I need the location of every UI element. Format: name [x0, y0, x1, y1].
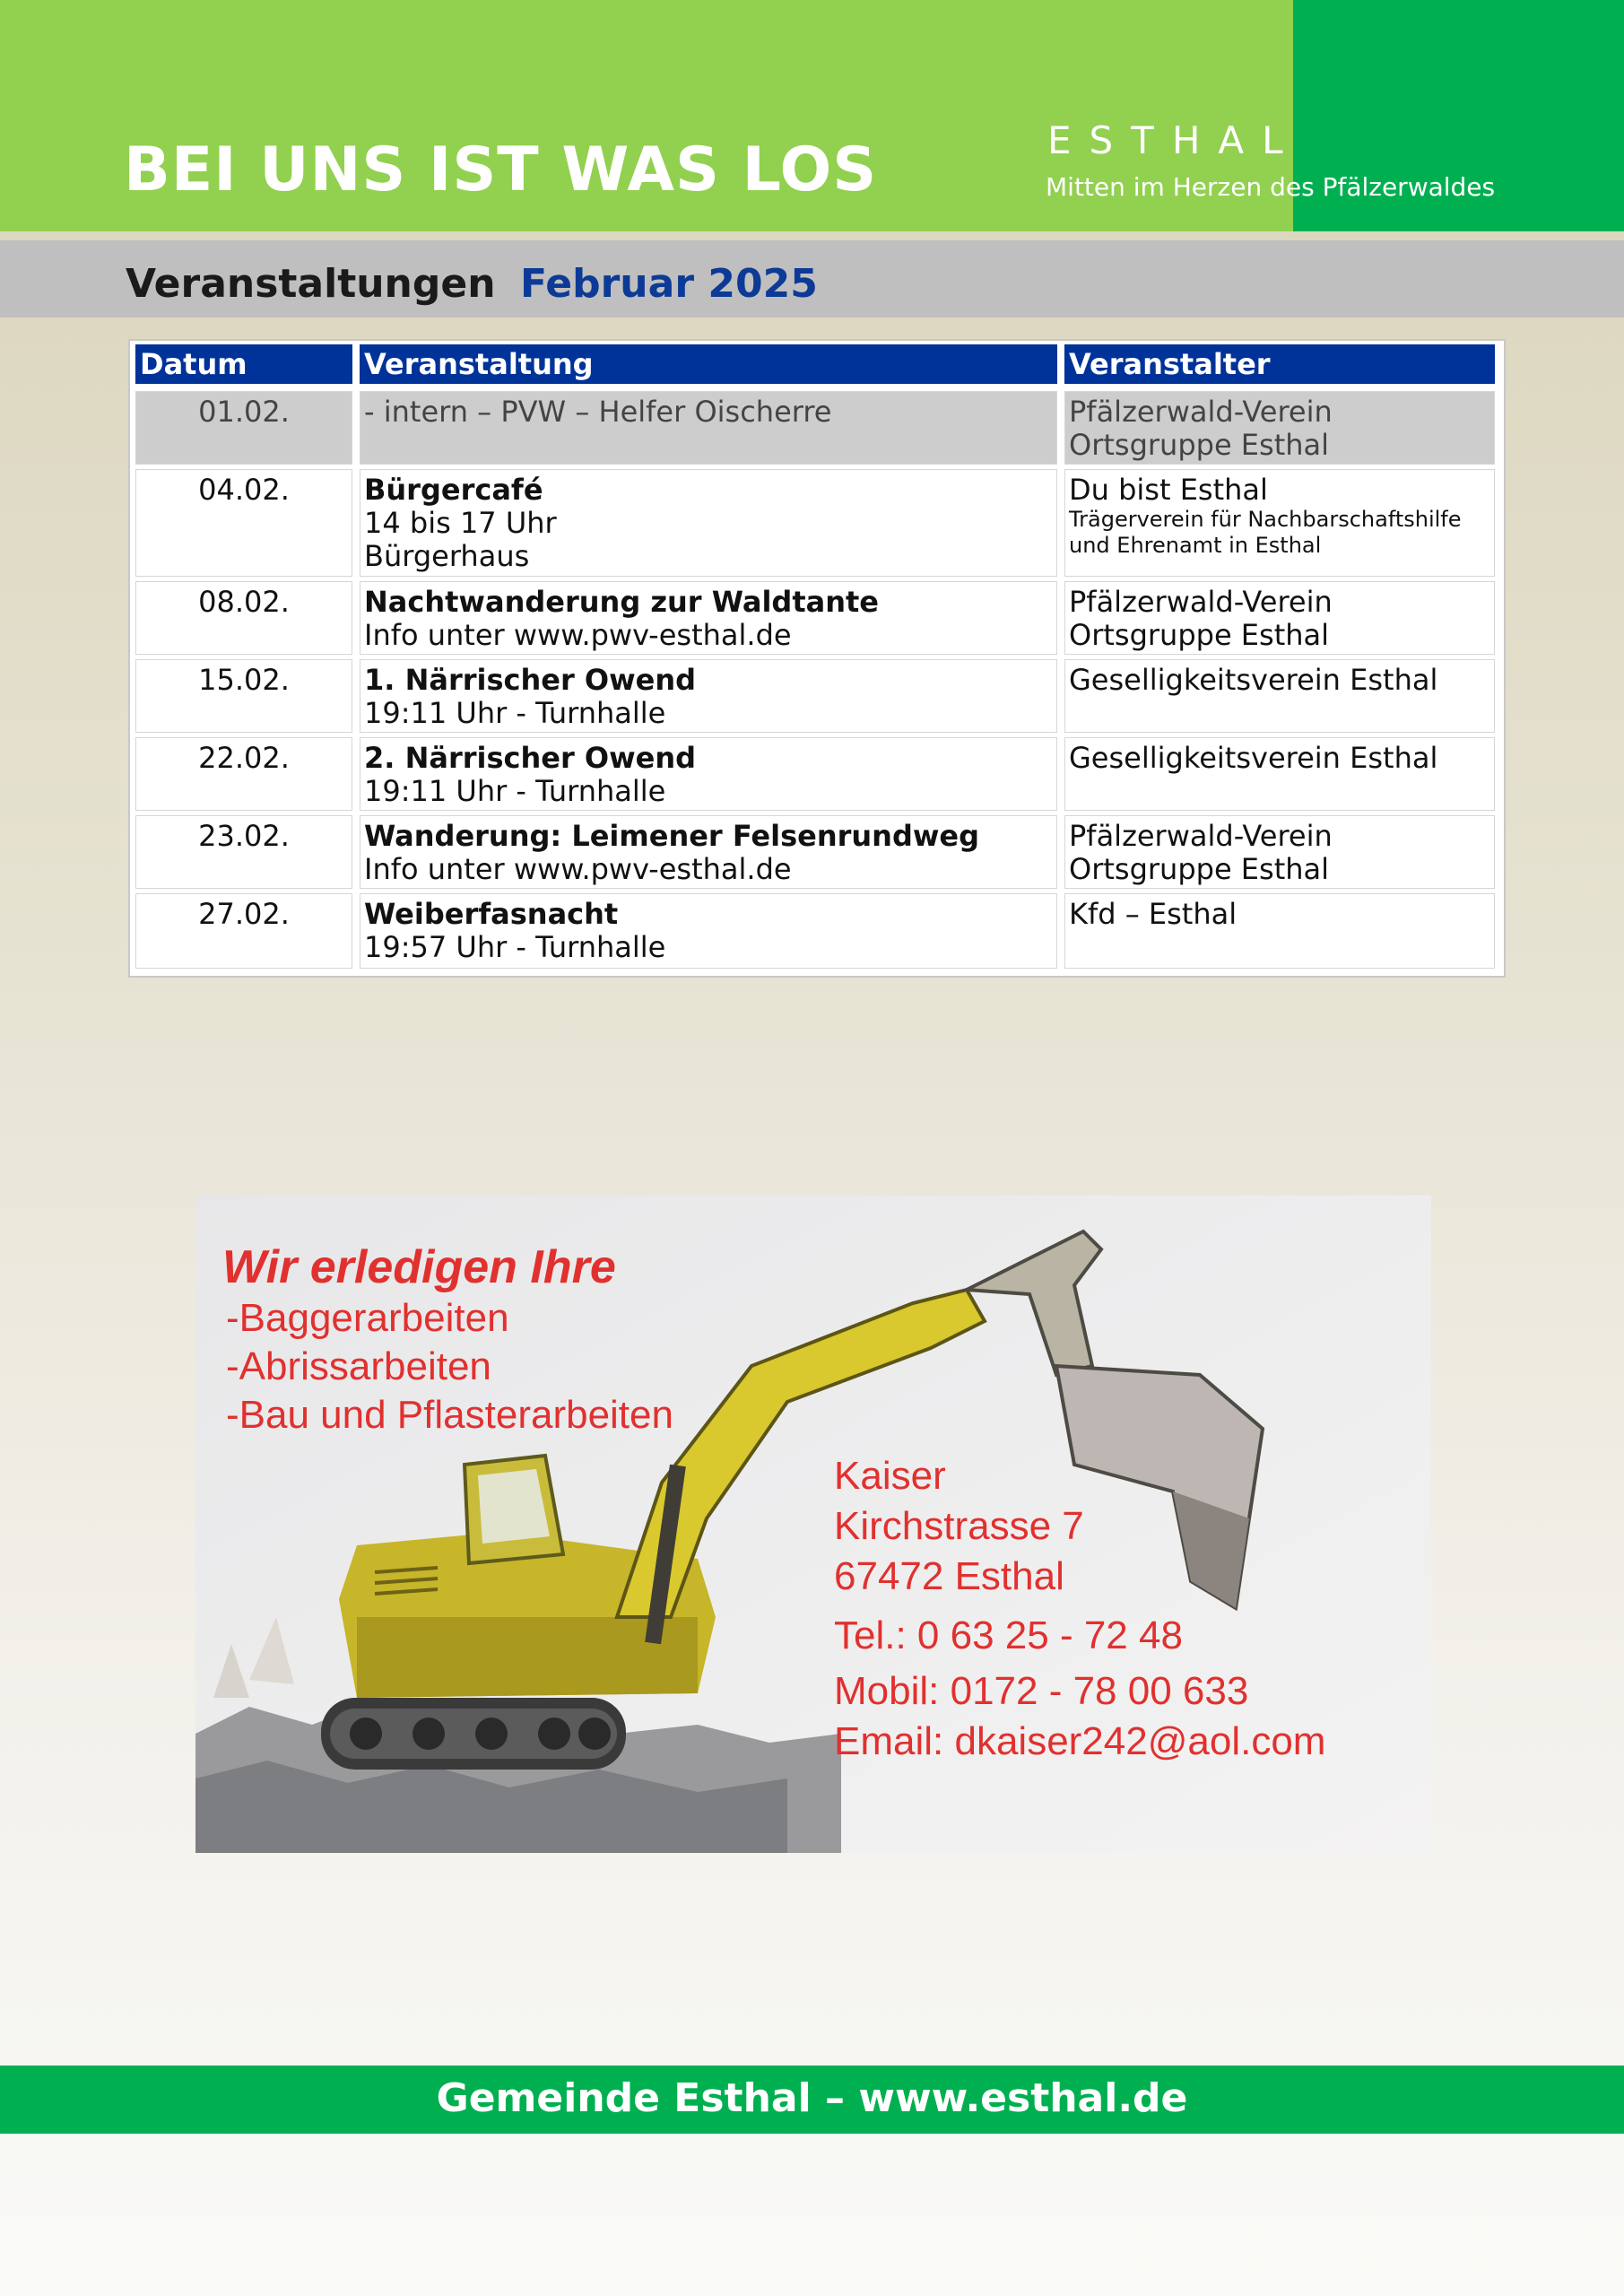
excavator-advertisement — [195, 1196, 1431, 1853]
ad-service-item: -Abrissarbeiten — [226, 1344, 491, 1388]
column-header-organizer: Veranstalter — [1064, 344, 1495, 384]
ad-phone: Tel.: 0 63 25 - 72 48 — [834, 1613, 1183, 1657]
event-detail: 19:11 Uhr - Turnhalle — [364, 696, 666, 730]
event-title: 1. Närrischer Owend — [364, 663, 697, 697]
event-detail: Info unter www.pwv-esthal.de — [364, 852, 792, 886]
event-title: Weiberfasnacht — [364, 897, 619, 931]
events-table — [128, 339, 1506, 978]
table-row-organizer — [1064, 815, 1495, 889]
table-row-organizer — [1064, 581, 1495, 655]
organizer-line: Geselligkeitsverein Esthal — [1069, 663, 1438, 697]
event-detail: 19:57 Uhr - Turnhalle — [364, 930, 666, 964]
organizer-line: Trägerverein für Nachbarschaftshilfe — [1069, 507, 1462, 532]
table-row-event — [360, 893, 1057, 969]
ad-email: Email: dkaiser242@aol.com — [834, 1719, 1326, 1763]
organizer-line: Pfälzerwald-Verein — [1069, 585, 1333, 619]
section-title: Veranstaltungen — [126, 261, 496, 307]
organizer-line: Geselligkeitsverein Esthal — [1069, 741, 1438, 775]
table-row-event — [360, 469, 1057, 577]
ad-services — [226, 1294, 673, 1439]
event-title: Nachtwanderung zur Waldtante — [364, 585, 879, 619]
table-row-date: 08.02. — [135, 581, 352, 655]
table-row-event — [360, 581, 1057, 655]
column-header-event: Veranstaltung — [360, 344, 1057, 384]
ad-mobile: Mobil: 0172 - 78 00 633 — [834, 1669, 1249, 1713]
event-title: - intern – PVW – Helfer Oischerre — [364, 395, 832, 429]
town-tagline: Mitten im Herzen des Pfälzerwaldes — [1046, 172, 1496, 202]
organizer-line: Pfälzerwald-Verein — [1069, 395, 1333, 429]
event-detail: Info unter www.pwv-esthal.de — [364, 618, 792, 652]
page-title: BEI UNS IST WAS LOS — [124, 135, 878, 205]
ad-service-item: -Baggerarbeiten — [226, 1296, 509, 1340]
organizer-line: Ortsgruppe Esthal — [1069, 852, 1330, 886]
table-row-event — [360, 737, 1057, 811]
event-title: 2. Närrischer Owend — [364, 741, 697, 775]
table-row-organizer — [1064, 469, 1495, 577]
organizer-line: und Ehrenamt in Esthal — [1069, 533, 1322, 558]
ad-city: 67472 Esthal — [834, 1554, 1064, 1598]
table-row-event — [360, 659, 1057, 733]
ad-service-item: -Bau und Pflasterarbeiten — [226, 1393, 673, 1437]
organizer-line: Du bist Esthal — [1069, 473, 1268, 507]
event-detail: 14 bis 17 Uhr — [364, 506, 557, 540]
organizer-line: Pfälzerwald-Verein — [1069, 819, 1333, 853]
ad-headline: Wir erledigen Ihre — [222, 1241, 616, 1293]
column-header-date: Datum — [135, 344, 352, 384]
table-row-event — [360, 391, 1057, 465]
table-row-date: 01.02. — [135, 391, 352, 465]
event-title: Bürgercafé — [364, 473, 543, 507]
event-detail: 19:11 Uhr - Turnhalle — [364, 774, 666, 808]
footer-text: Gemeinde Esthal – www.esthal.de — [436, 2075, 1188, 2121]
table-row-date: 15.02. — [135, 659, 352, 733]
table-row-event — [360, 815, 1057, 889]
ad-company-name: Kaiser — [834, 1454, 946, 1498]
table-row-organizer — [1064, 659, 1495, 733]
table-row-date: 04.02. — [135, 469, 352, 577]
section-month: Februar 2025 — [520, 261, 818, 307]
event-title: Wanderung: Leimener Felsenrundweg — [364, 819, 980, 853]
table-row-organizer — [1064, 893, 1495, 969]
table-row-date: 22.02. — [135, 737, 352, 811]
table-row-organizer — [1064, 391, 1495, 465]
table-row-date: 27.02. — [135, 893, 352, 969]
town-name: ESTHAL — [1047, 118, 1301, 162]
ad-phone-block — [834, 1608, 1325, 1764]
table-row-date: 23.02. — [135, 815, 352, 889]
table-row-organizer — [1064, 737, 1495, 811]
organizer-line: Ortsgruppe Esthal — [1069, 428, 1330, 462]
ad-street: Kirchstrasse 7 — [834, 1504, 1084, 1548]
event-detail: Bürgerhaus — [364, 539, 530, 573]
organizer-line: Ortsgruppe Esthal — [1069, 618, 1330, 652]
organizer-line: Kfd – Esthal — [1069, 897, 1238, 931]
ad-contact-block — [834, 1451, 1084, 1602]
